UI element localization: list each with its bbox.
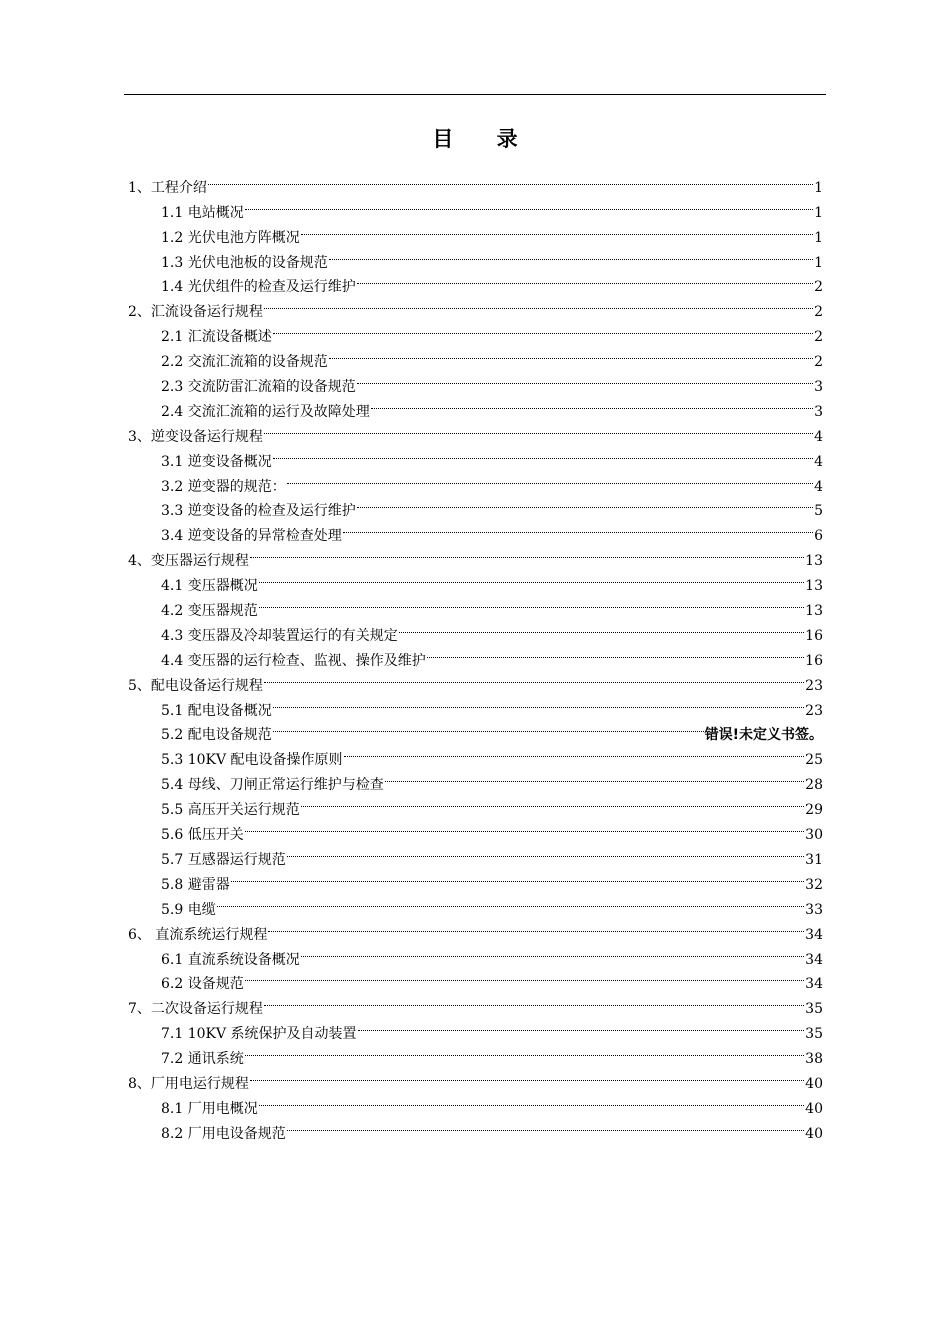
toc-dot-leader	[301, 217, 813, 242]
toc-entry-label: 6.1 直流系统设备概况	[161, 951, 300, 968]
toc-page-number: 1	[814, 254, 823, 271]
toc-entry-label: 7.1 10KV 系统保护及自动装置	[161, 1026, 357, 1043]
toc-page-number: 1	[814, 204, 823, 221]
toc-entry-label: 5.1 配电设备概况	[161, 702, 272, 719]
toc-entry-label: 3.1 逆变设备概况	[161, 453, 272, 470]
toc-page-number: 38	[805, 1051, 823, 1068]
toc-dot-leader	[385, 764, 804, 789]
toc-page-number: 6	[814, 528, 823, 545]
toc-page-number: 13	[805, 553, 823, 570]
toc-entry-label: 2、汇流设备运行规程	[128, 304, 263, 321]
toc-entry-label: 5.3 10KV 配电设备操作原则	[161, 752, 343, 769]
toc-entry-label: 3.3 逆变设备的检查及运行维护	[161, 503, 356, 520]
toc-dot-leader	[250, 540, 804, 565]
toc-dot-leader	[208, 167, 813, 192]
toc-dot-leader	[245, 1038, 804, 1063]
toc-entry-label: 4.2 变压器规范	[161, 603, 258, 620]
toc-dot-leader	[264, 291, 813, 316]
header-rule	[124, 94, 826, 95]
toc-entry-label: 7、二次设备运行规程	[128, 1001, 263, 1018]
toc-entry-label: 8.2 厂用电设备规范	[161, 1125, 286, 1142]
toc-page-number: 29	[805, 802, 823, 819]
toc-entry-label: 8.1 厂用电概况	[161, 1100, 258, 1117]
toc-entry-label: 1.2 光伏电池方阵概况	[161, 229, 300, 246]
toc-page-number: 40	[805, 1125, 823, 1142]
toc-entry-label: 5.4 母线、刀闸正常运行维护与检查	[161, 777, 384, 794]
toc-page-number: 25	[805, 752, 823, 769]
toc-dot-leader	[371, 391, 813, 416]
toc-page-number: 2	[814, 279, 823, 296]
toc-page-number: 35	[805, 1001, 823, 1018]
toc-entry-label: 5.8 避雷器	[161, 876, 230, 893]
toc-page-number: 13	[805, 578, 823, 595]
toc-entry-label: 2.1 汇流设备概述	[161, 329, 272, 346]
toc-page-error: 错误!未定义书签。	[704, 727, 823, 744]
toc-section-entry[interactable]	[124, 889, 823, 918]
toc-entry-label: 1.1 电站概况	[161, 204, 244, 221]
toc-entry-label: 5.7 互感器运行规范	[161, 851, 286, 868]
toc-page-number: 4	[814, 428, 823, 445]
toc-dot-leader	[245, 192, 813, 217]
toc-page-number: 3	[814, 379, 823, 396]
toc-entry-label: 6.2 设备规范	[161, 976, 244, 993]
toc-entry-label: 2.2 交流汇流箱的设备规范	[161, 354, 328, 371]
toc-dot-leader	[399, 615, 804, 640]
toc-entry-label: 2.4 交流汇流箱的运行及故障处理	[161, 403, 370, 420]
toc-dot-leader	[287, 1113, 804, 1138]
toc-entry-label: 5.6 低压开关	[161, 827, 244, 844]
toc-dot-leader	[245, 964, 804, 989]
toc-entry-label: 6、 直流系统运行规程	[128, 926, 268, 943]
toc-dot-leader	[301, 939, 804, 964]
toc-page-number: 16	[805, 652, 823, 669]
toc-page-number: 31	[805, 851, 823, 868]
toc-entry-label: 1.4 光伏组件的检查及运行维护	[161, 279, 356, 296]
toc-dot-leader	[357, 267, 813, 292]
toc-entry-label: 1、工程介绍	[128, 179, 207, 196]
toc-entry-label: 5.5 高压开关运行规范	[161, 802, 300, 819]
toc-dot-leader	[329, 242, 813, 267]
toc-page-number: 2	[814, 354, 823, 371]
toc-dot-leader	[357, 366, 813, 391]
toc-entry-label: 4.4 变压器的运行检查、监视、操作及维护	[161, 652, 426, 669]
toc-dot-leader	[259, 590, 804, 615]
toc-entry-label: 3.2 逆变器的规范：	[161, 478, 286, 495]
toc-entry-label: 7.2 通讯系统	[161, 1051, 244, 1068]
toc-page-number: 33	[805, 901, 823, 918]
toc-page-number: 13	[805, 603, 823, 620]
toc-dot-leader	[273, 316, 813, 341]
toc-page-number: 4	[814, 453, 823, 470]
toc-dot-leader	[357, 491, 813, 516]
toc-page-number: 34	[805, 926, 823, 943]
toc-page-number: 23	[805, 677, 823, 694]
toc-entry-label: 3、逆变设备运行规程	[128, 428, 263, 445]
toc-dot-leader	[343, 515, 813, 540]
toc-entry-label: 1.3 光伏电池板的设备规范	[161, 254, 328, 271]
toc-page-number: 1	[814, 179, 823, 196]
toc-page-number: 40	[805, 1075, 823, 1092]
toc-chapter-entry[interactable]	[124, 167, 823, 196]
toc-dot-leader	[344, 739, 805, 764]
toc-page-number: 16	[805, 627, 823, 644]
toc-page-number: 4	[814, 478, 823, 495]
toc-page-number: 35	[805, 1026, 823, 1043]
toc-dot-leader	[259, 565, 804, 590]
toc-entry-label: 4、变压器运行规程	[128, 553, 249, 570]
toc-dot-leader	[264, 988, 804, 1013]
table-of-contents	[124, 167, 823, 1142]
toc-dot-leader	[273, 441, 813, 466]
toc-entry-label: 5、配电设备运行规程	[128, 677, 263, 694]
toc-page-number: 2	[814, 329, 823, 346]
toc-dot-leader	[427, 640, 804, 665]
toc-page-number: 30	[805, 827, 823, 844]
toc-dot-leader	[358, 1013, 805, 1038]
toc-dot-leader	[273, 690, 804, 715]
toc-dot-leader	[329, 341, 813, 366]
toc-dot-leader	[287, 466, 813, 491]
toc-entry-label: 5.9 电缆	[161, 901, 216, 918]
toc-page-number: 40	[805, 1100, 823, 1117]
toc-dot-leader	[301, 789, 804, 814]
toc-dot-leader	[231, 864, 804, 889]
toc-page-number: 34	[805, 976, 823, 993]
toc-entry-label: 4.3 变压器及冷却装置运行的有关规定	[161, 627, 398, 644]
toc-dot-leader	[250, 1063, 804, 1088]
page-title: 目 录	[432, 127, 536, 151]
toc-entry-label: 3.4 逆变设备的异常检查处理	[161, 528, 342, 545]
toc-dot-leader	[287, 839, 804, 864]
toc-page-number: 3	[814, 403, 823, 420]
toc-dot-leader	[268, 914, 804, 939]
toc-page-number: 2	[814, 304, 823, 321]
toc-dot-leader	[259, 1088, 804, 1113]
toc-page-number: 5	[814, 503, 823, 520]
toc-dot-leader	[264, 665, 804, 690]
toc-entry-label: 8、厂用电运行规程	[128, 1075, 249, 1092]
toc-page-number: 34	[805, 951, 823, 968]
toc-dot-leader	[217, 889, 804, 914]
toc-section-entry[interactable]	[124, 192, 823, 221]
toc-page-number: 32	[805, 876, 823, 893]
toc-page-number: 23	[805, 702, 823, 719]
toc-entry-label: 5.2 配电设备规范	[161, 727, 272, 744]
toc-chapter-entry[interactable]	[124, 914, 823, 943]
toc-dot-leader	[264, 416, 813, 441]
toc-page-number: 28	[805, 777, 823, 794]
toc-dot-leader	[273, 715, 704, 740]
toc-page-number: 1	[814, 229, 823, 246]
toc-entry-label: 4.1 变压器概况	[161, 578, 258, 595]
toc-entry-label: 2.3 交流防雷汇流箱的设备规范	[161, 379, 356, 396]
toc-dot-leader	[245, 814, 804, 839]
